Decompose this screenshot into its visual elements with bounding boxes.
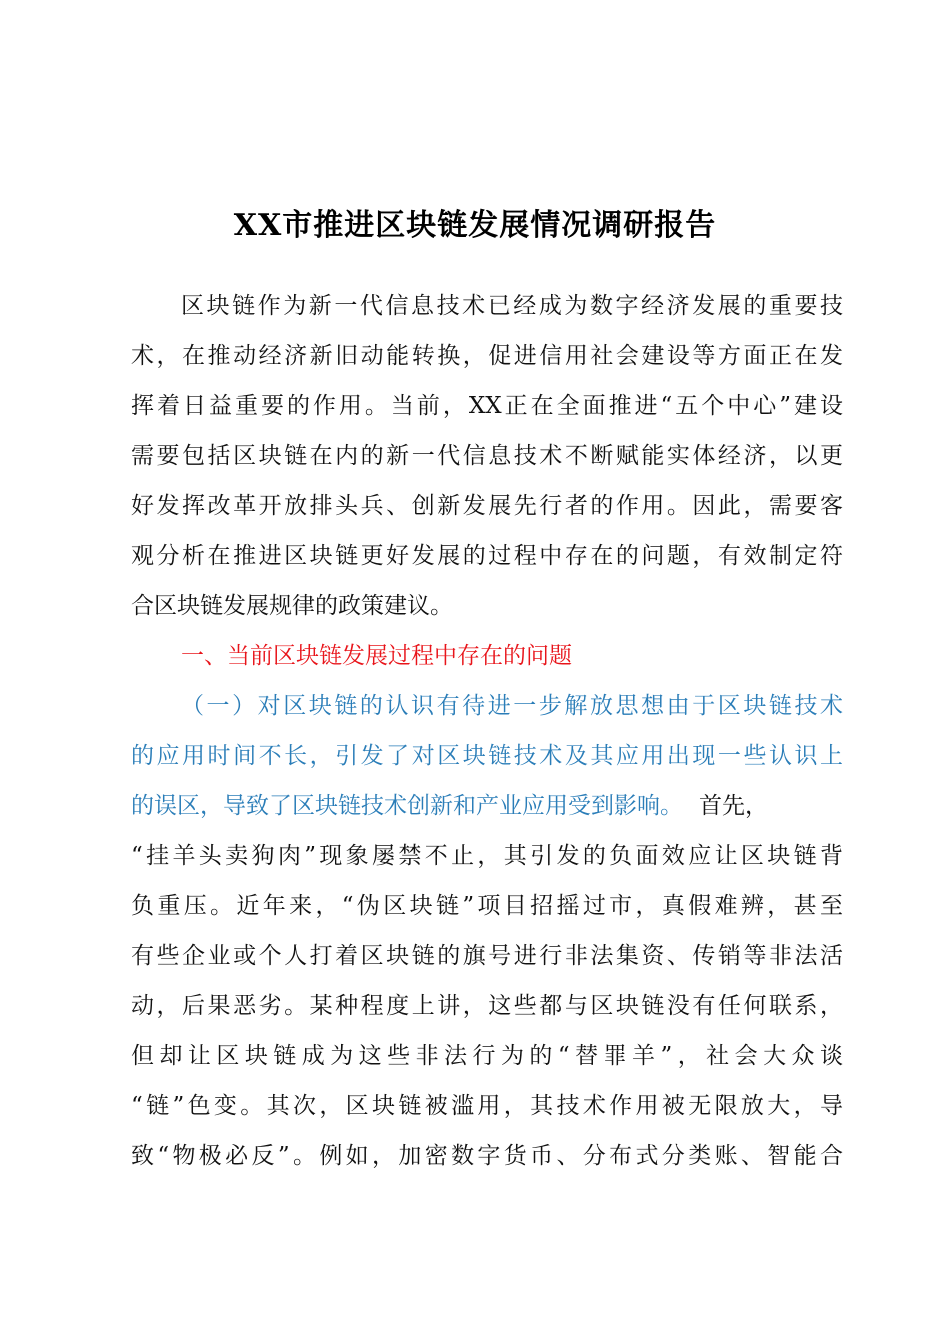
subheading-line-end: 的误区，导致了区块链技术创新和产业应用受到影响。	[131, 793, 683, 819]
paragraph-line: 负重压。近年来，“伪区块链”项目招摇过市，真假难辨，甚至	[131, 893, 843, 919]
paragraph-line: 需要包括区块链在内的新一代信息技术不断赋能实体经济，以更	[131, 443, 843, 469]
paragraph-line: 挥着日益重要的作用。当前，XX正在全面推进“五个中心”建设	[131, 393, 843, 419]
paragraph-line: 好发挥改革开放排头兵、创新发展先行者的作用。因此，需要客	[131, 493, 843, 519]
paragraph-line: 动，后果恶劣。某种程度上讲，这些都与区块链没有任何联系，	[131, 993, 843, 1019]
paragraph-line: 有些企业或个人打着区块链的旗号进行非法集资、传销等非法活	[131, 943, 843, 969]
paragraph-line: 但却让区块链成为这些非法行为的“替罪羊”，社会大众谈	[131, 1043, 843, 1069]
paragraph-line: “链”色变。其次，区块链被滥用，其技术作用被无限放大，导	[131, 1093, 843, 1119]
paragraph-line: 术，在推动经济新旧动能转换，促进信用社会建设等方面正在发	[131, 343, 843, 369]
mixed-line	[131, 781, 843, 831]
subheading-line: （一）对区块链的认识有待进一步解放思想由于区块链技术	[181, 693, 843, 719]
section-heading: 一、当前区块链发展过程中存在的问题	[181, 643, 572, 669]
paragraph-line: 区块链作为新一代信息技术已经成为数字经济发展的重要技	[181, 293, 843, 319]
paragraph-line: 致“物极必反”。例如，加密数字货币、分布式分类账、智能合	[131, 1143, 843, 1169]
paragraph-line: 合区块链发展规律的政策建议。	[131, 593, 453, 619]
document-title: XX市推进区块链发展情况调研报告	[233, 208, 717, 243]
paragraph-line: “挂羊头卖狗肉”现象屡禁不止，其引发的负面效应让区块链背	[131, 843, 843, 869]
subheading-line: 的应用时间不长，引发了对区块链技术及其应用出现一些认识上	[131, 743, 843, 769]
paragraph-text: 首先，	[699, 793, 768, 819]
paragraph-line: 观分析在推进区块链更好发展的过程中存在的问题，有效制定符	[131, 543, 843, 569]
